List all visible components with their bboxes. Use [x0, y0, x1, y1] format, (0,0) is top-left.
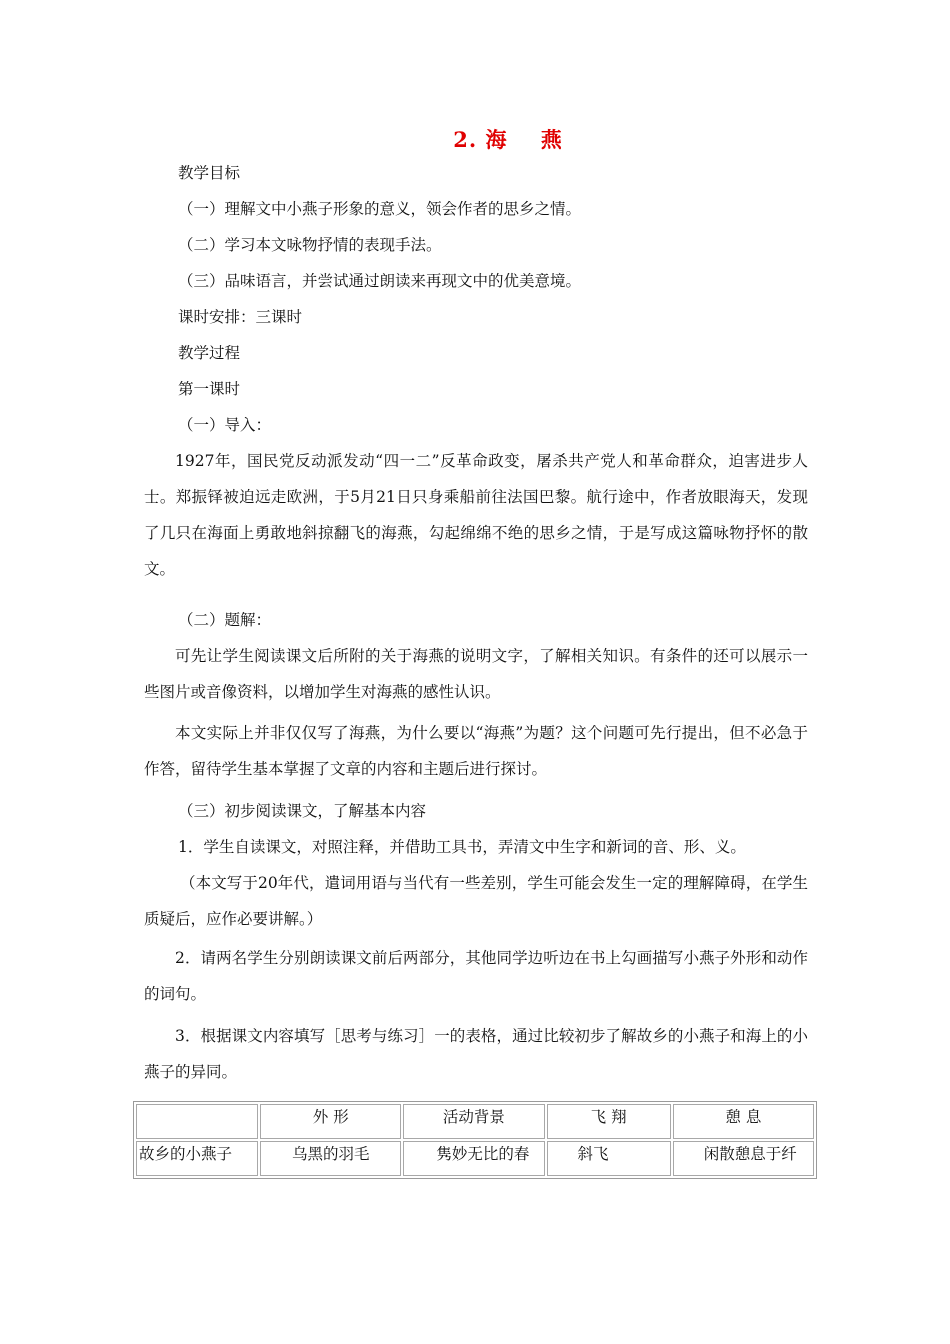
step-3: 3．根据课文内容填写［思考与练习］一的表格，通过比较初步了解故乡的小燕子和海上的小燕子的异同。: [144, 1027, 808, 1081]
document-title: 2. 海 燕: [453, 127, 563, 152]
table-cell: 斜飞: [547, 1141, 671, 1176]
goal-item-2: （二）学习本文咏物抒情的表现手法。: [178, 236, 442, 254]
title-explanation-paragraph-1: 可先让学生阅读课文后所附的关于海燕的说明文字，了解相关知识。有条件的还可以展示一些图片或音像资料，以增加学生对海燕的感性认识。: [144, 647, 808, 701]
table-cell: 乌黑的羽毛: [260, 1141, 401, 1176]
title-explanation-paragraph-2: 本文实际上并非仅仅写了海燕，为什么要以“海燕”为题？这个问题可先行提出，但不必急于作答，留待学生基本掌握了文章的内容和主题后进行探讨。: [144, 724, 808, 778]
goal-item-3: （三）品味语言，并尝试通过朗读来再现文中的优美意境。: [178, 272, 582, 290]
table-cell: 故乡的小燕子: [136, 1141, 258, 1176]
table-cell: 闲散憩息于纤: [673, 1141, 814, 1176]
lesson-heading: 第一课时: [178, 380, 241, 398]
step-1: 1．学生自读课文，对照注释，并借助工具书，弄清文中生字和新词的音、形、义。: [178, 838, 746, 856]
table-row: [136, 1141, 814, 1176]
title-explanation-heading: （二）题解：: [178, 611, 272, 629]
goal-item-1: （一）理解文中小燕子形象的意义，领会作者的思乡之情。: [178, 200, 582, 218]
intro-heading: （一）导入：: [178, 416, 272, 434]
table-header-cell: 活动背景: [403, 1104, 544, 1139]
table-header-row: [136, 1104, 814, 1139]
step-2: 2．请两名学生分别朗读课文前后两部分，其他同学边听边在书上勾画描写小燕子外形和动作的词句。: [144, 949, 808, 1003]
schedule-line: 课时安排：三课时: [178, 308, 303, 326]
table-cell: 隽妙无比的春: [403, 1141, 544, 1176]
process-heading: 教学过程: [178, 344, 241, 362]
reading-heading: （三）初步阅读课文，了解基本内容: [178, 802, 427, 820]
table-header-cell: 外 形: [260, 1104, 401, 1139]
step-1-note: （本文写于20年代，遣词用语与当代有一些差别，学生可能会发生一定的理解障碍，在学生质疑后，应作必要讲解。）: [144, 874, 808, 928]
table-header-cell: 憩 息: [673, 1104, 814, 1139]
intro-paragraph: 1927年，国民党反动派发动“四一二”反革命政变，屠杀共产党人和革命群众，迫害进步人士。郑振铎被迫远走欧洲，于5月21日只身乘船前往法国巴黎。航行途中，作者放眼海天，发现了几只在海面上勇敢地斜掠翻飞的海燕，勾起绵绵不绝的思乡之情，于是写成这篇咏物抒怀的散文。: [144, 452, 808, 578]
table-header-cell: [136, 1104, 258, 1139]
comparison-table: [133, 1101, 817, 1179]
table-header-cell: 飞 翔: [547, 1104, 671, 1139]
goals-heading: 教学目标: [178, 164, 241, 182]
